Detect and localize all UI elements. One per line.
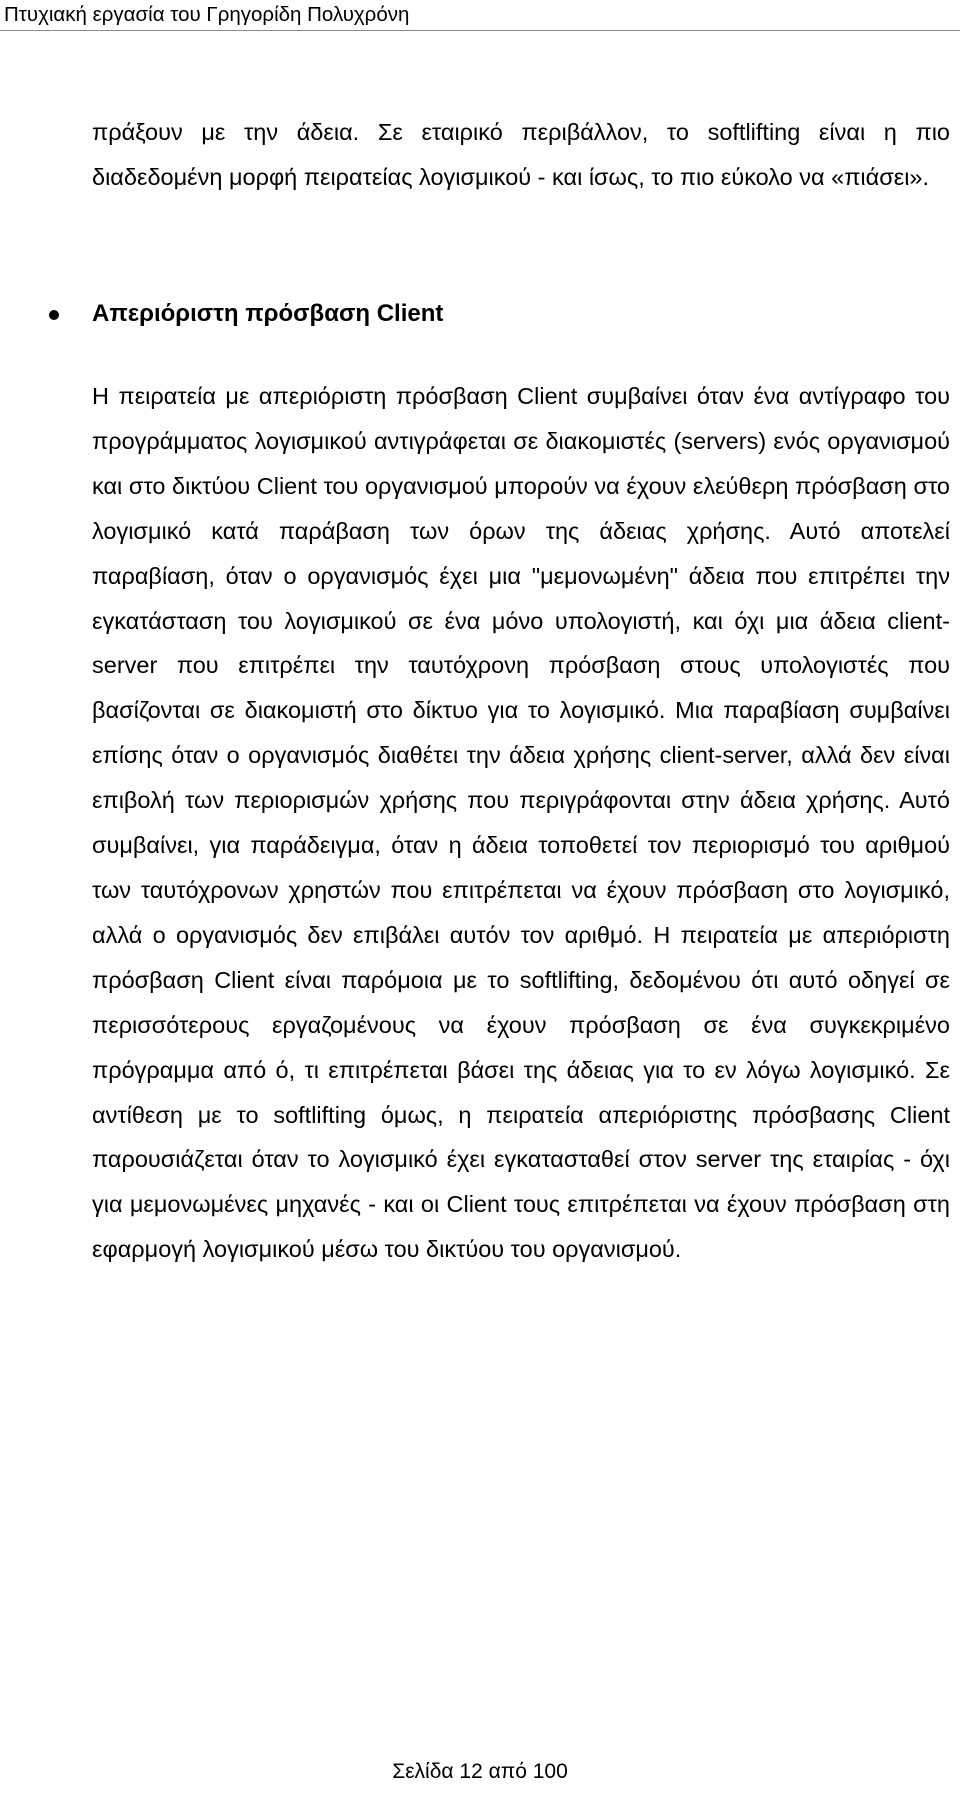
paragraph-continued: πράξουν με την άδεια. Σε εταιρικό περιβάλλον, το softlifting είναι η πιο διαδεδομένη μορφή πειρατείας λογισμικού - και ίσως, το πιο εύκολο να «πιάσει». <box>92 119 950 190</box>
bullet-icon <box>49 310 59 320</box>
page-header <box>0 0 960 31</box>
section-heading: Απεριόριστη πρόσβαση Client <box>92 300 444 327</box>
section-paragraph: Η πειρατεία με απεριόριστη πρόσβαση Client συμβαίνει όταν ένα αντίγραφο του προγράμματος λογισμικού αντιγράφεται σε διακομιστές (servers) ενός οργανισμού και στο δικτύου Client του οργανισμού μπορούν να έχουν ελεύθερη πρόσβαση στο λογισμικό κατά παράβαση των όρων της άδειας χρήσης. Αυτό αποτελεί παραβίαση, όταν ο οργανισμός έχει μια "μεμονωμένη" άδεια που επιτρέπει την εγκατάσταση του λογισμικού σε ένα μόνο υπολογιστή, και όχι μια άδεια client-server που επιτρέπει την ταυτόχρονη πρόσβαση στους υπολογιστές που βασίζονται σε διακομιστή στο δίκτυο για το λογισμικό. Μια παραβίαση συμβαίνει επίσης όταν ο οργανισμός διαθέτει την άδεια χρήσης client-server, αλλά δεν είναι επιβολή των περιορισμών χρήσης που περιγράφονται στην άδεια χρήσης. Αυτό συμβαίνει, για παράδειγμα, όταν η άδεια τοποθετεί τον περιορισμό του αριθμού των ταυτόχρονων χρηστών που επιτρέπεται να έχουν πρόσβαση στο λογισμικό, αλλά ο οργανισμός δεν επιβάλει αυτόν τον αριθμό. Η πειρατεία με απεριόριστη πρόσβαση Client είναι παρόμοια με το softlifting, δεδομένου ότι αυτό οδηγεί σε περισσότερους εργαζομένους να έχουν πρόσβαση σε ένα συγκεκριμένο πρόγραμμα από ό, τι επιτρέπεται βάσει της άδειας για το εν λόγω λογισμικό. Σε αντίθεση με το softlifting όμως, η πειρατεία απεριόριστης πρόσβασης Client παρουσιάζεται όταν το λογισμικό έχει εγκατασταθεί στον server της εταιρίας - όχι για μεμονωμένες μηχανές - και οι Client τους επιτρέπεται να έχουν πρόσβαση στη εφαρμογή λογισμικού μέσω του δικτύου του οργανισμού. <box>92 383 950 1263</box>
page-footer: Σελίδα 12 από 100 <box>392 1760 568 1783</box>
header-title: Πτυχιακή εργασία του Γρηγορίδη Πολυχρόνη <box>4 3 410 26</box>
